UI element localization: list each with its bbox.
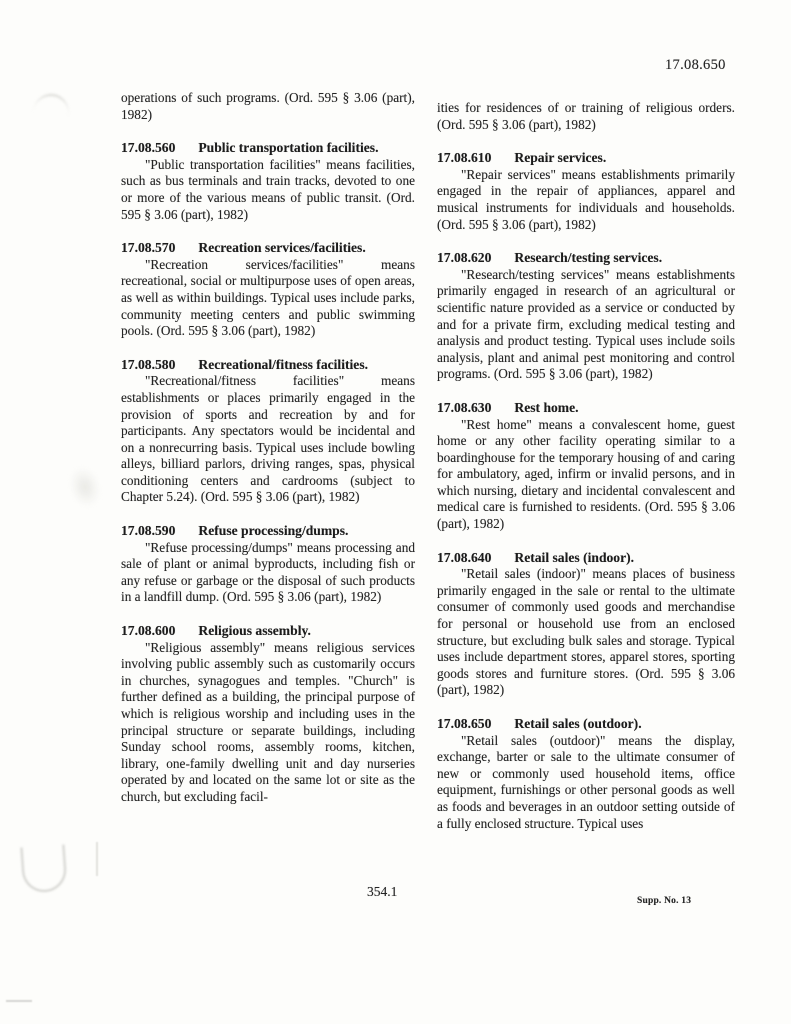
section-heading bbox=[437, 550, 735, 567]
section-heading bbox=[121, 623, 415, 640]
section-body: "Recreation services/facilities" means recreational, social or multipurpose uses of open areas, as well as within buildings. Typical uses include parks, community meeting centers and public swimming pools. (Ord. 595 § 3.06 (part), 1982) bbox=[121, 256, 415, 339]
section-title: Repair services. bbox=[514, 150, 607, 166]
section-title: Refuse processing/dumps. bbox=[198, 523, 349, 539]
section-heading bbox=[437, 400, 735, 417]
section-body: "Religious assembly" means religious services involving public assembly such as customarily occurs in churches, synagogues and temples. "Church" is further defined as a building, the principal purpose of which is religious worship and including uses in the principal structure or separate buildings, including Sunday school rooms, assembly rooms, kitchen, library, one-family dwelling unit and day nurseries operated by and located on the same lot or site as the church, but excluding facil- bbox=[121, 639, 415, 804]
code-section-17-08-610 bbox=[437, 150, 735, 233]
section-number: 17.08.620 bbox=[437, 250, 492, 266]
section-body: "Repair services" means establishments primarily engaged in the repair of appliances, apparel and musical instruments for individuals and households. (Ord. 595 § 3.06 (part), 1982) bbox=[437, 166, 735, 232]
section-body: "Retail sales (outdoor)" means the display, exchange, barter or sale to the ultimate consumer of new or commonly used household items, office equipment, furnishings or other personal goods as well as foods and beverages in an outdoor setting outside of a fully enclosed structure. Typical uses bbox=[437, 732, 735, 831]
section-number: 17.08.570 bbox=[121, 240, 176, 256]
section-body: "Retail sales (indoor)" means places of business primarily engaged in the sale or rental to the ultimate consumer of commonly used goods and merchandise for personal or household use from an enclosed structure, but excluding bulk sales and storage. Typical uses include department stores, apparel stores, sporting goods stores and furniture stores. (Ord. 595 § 3.06 (part), 1982) bbox=[437, 566, 735, 698]
section-title: Retail sales (outdoor). bbox=[514, 716, 642, 731]
supplement-note: Supp. No. 13 bbox=[637, 896, 692, 906]
code-section-17-08-570 bbox=[121, 240, 415, 340]
code-section-17-08-620 bbox=[437, 250, 735, 383]
section-number: 17.08.650 bbox=[437, 716, 492, 731]
section-number: 17.08.600 bbox=[121, 623, 176, 639]
code-section-17-08-590 bbox=[121, 523, 415, 606]
section-number: 17.08.640 bbox=[437, 549, 492, 565]
section-title: Religious assembly. bbox=[198, 623, 311, 639]
section-heading bbox=[121, 357, 415, 374]
page-header-section-ref: 17.08.650 bbox=[665, 57, 726, 73]
code-section-17-08-600 bbox=[121, 623, 415, 806]
section-number: 17.08.630 bbox=[437, 399, 492, 415]
two-column-text-area bbox=[121, 90, 735, 832]
section-title: Retail sales (indoor). bbox=[514, 549, 635, 565]
section-title: Recreational/fitness facilities. bbox=[198, 356, 369, 372]
section-body: "Research/testing services" means establishments primarily engaged in research of an agricultural or scientific nature provided as a service or conducted by and for a private firm, excluding medical testing and analysis and product testing. Typical uses include soils analysis, plant and animal pest monitoring and control programs. (Ord. 595 § 3.06 (part), 1982) bbox=[437, 266, 735, 382]
section-body: "Rest home" means a convalescent home, guest home or any other facility operating similar to a boardinghouse for the temporary housing of and caring for ambulatory, aged, infirm or invalid persons, and in which nursing, dietary and incidental convalescent and medical care is furnished to residents. (Ord. 595 § 3.06 (part), 1982) bbox=[437, 416, 735, 532]
section-heading bbox=[437, 716, 735, 733]
left-column bbox=[121, 90, 415, 832]
section-number: 17.08.590 bbox=[121, 523, 176, 539]
scan-artifact-dash bbox=[6, 1000, 32, 1002]
section-title: Public transportation facilities. bbox=[198, 140, 379, 156]
section-number: 17.08.610 bbox=[437, 150, 492, 166]
scan-artifact-smudge bbox=[65, 463, 105, 511]
right-column bbox=[437, 90, 735, 832]
section-body: "Public transportation facilities" means facilities, such as bus terminals and train tracks, devoted to one or more of the various means of public transit. (Ord. 595 § 3.06 (part), 1982) bbox=[121, 156, 415, 222]
continuation-paragraph: operations of such programs. (Ord. 595 § 3.06 (part), 1982) bbox=[121, 90, 415, 122]
section-heading bbox=[121, 240, 415, 257]
code-section-17-08-630 bbox=[437, 400, 735, 533]
section-title: Rest home. bbox=[514, 399, 579, 415]
page-number: 354.1 bbox=[367, 884, 398, 899]
section-heading bbox=[121, 140, 415, 157]
section-number: 17.08.580 bbox=[121, 356, 176, 372]
section-heading bbox=[121, 523, 415, 540]
section-body: "Recreational/fitness facilities" means establishments or places primarily engaged in the provision of sports and recreation by and for participants. Any spectators would be incidental and on a nonrecurring basis. Typical uses include bowling alleys, billiard parlors, driving ranges, spas, physical conditioning centers and cardrooms (subject to Chapter 5.24). (Ord. 595 § 3.06 (part), 1982) bbox=[121, 373, 415, 505]
scan-artifact-curve bbox=[32, 91, 71, 120]
scan-artifact-binder-ring bbox=[20, 845, 67, 894]
code-section-17-08-560 bbox=[121, 140, 415, 223]
section-body: "Refuse processing/dumps" means processing and sale of plant or animal byproducts, including fish or any refuse or garbage or the disposal of such products in a landfill dump. (Ord. 595 § 3.06 (part), 1982) bbox=[121, 539, 415, 605]
code-section-17-08-580 bbox=[121, 357, 415, 506]
code-section-17-08-650 bbox=[437, 716, 735, 832]
section-heading bbox=[437, 150, 735, 167]
code-section-17-08-640 bbox=[437, 550, 735, 699]
section-heading bbox=[437, 250, 735, 267]
section-number: 17.08.560 bbox=[121, 140, 176, 156]
scan-artifact-dash bbox=[96, 842, 98, 876]
continuation-paragraph: ities for residences of or training of religious orders. (Ord. 595 § 3.06 (part), 1982) bbox=[437, 100, 735, 132]
section-title: Research/testing services. bbox=[514, 250, 663, 266]
section-title: Recreation services/facilities. bbox=[198, 240, 366, 256]
